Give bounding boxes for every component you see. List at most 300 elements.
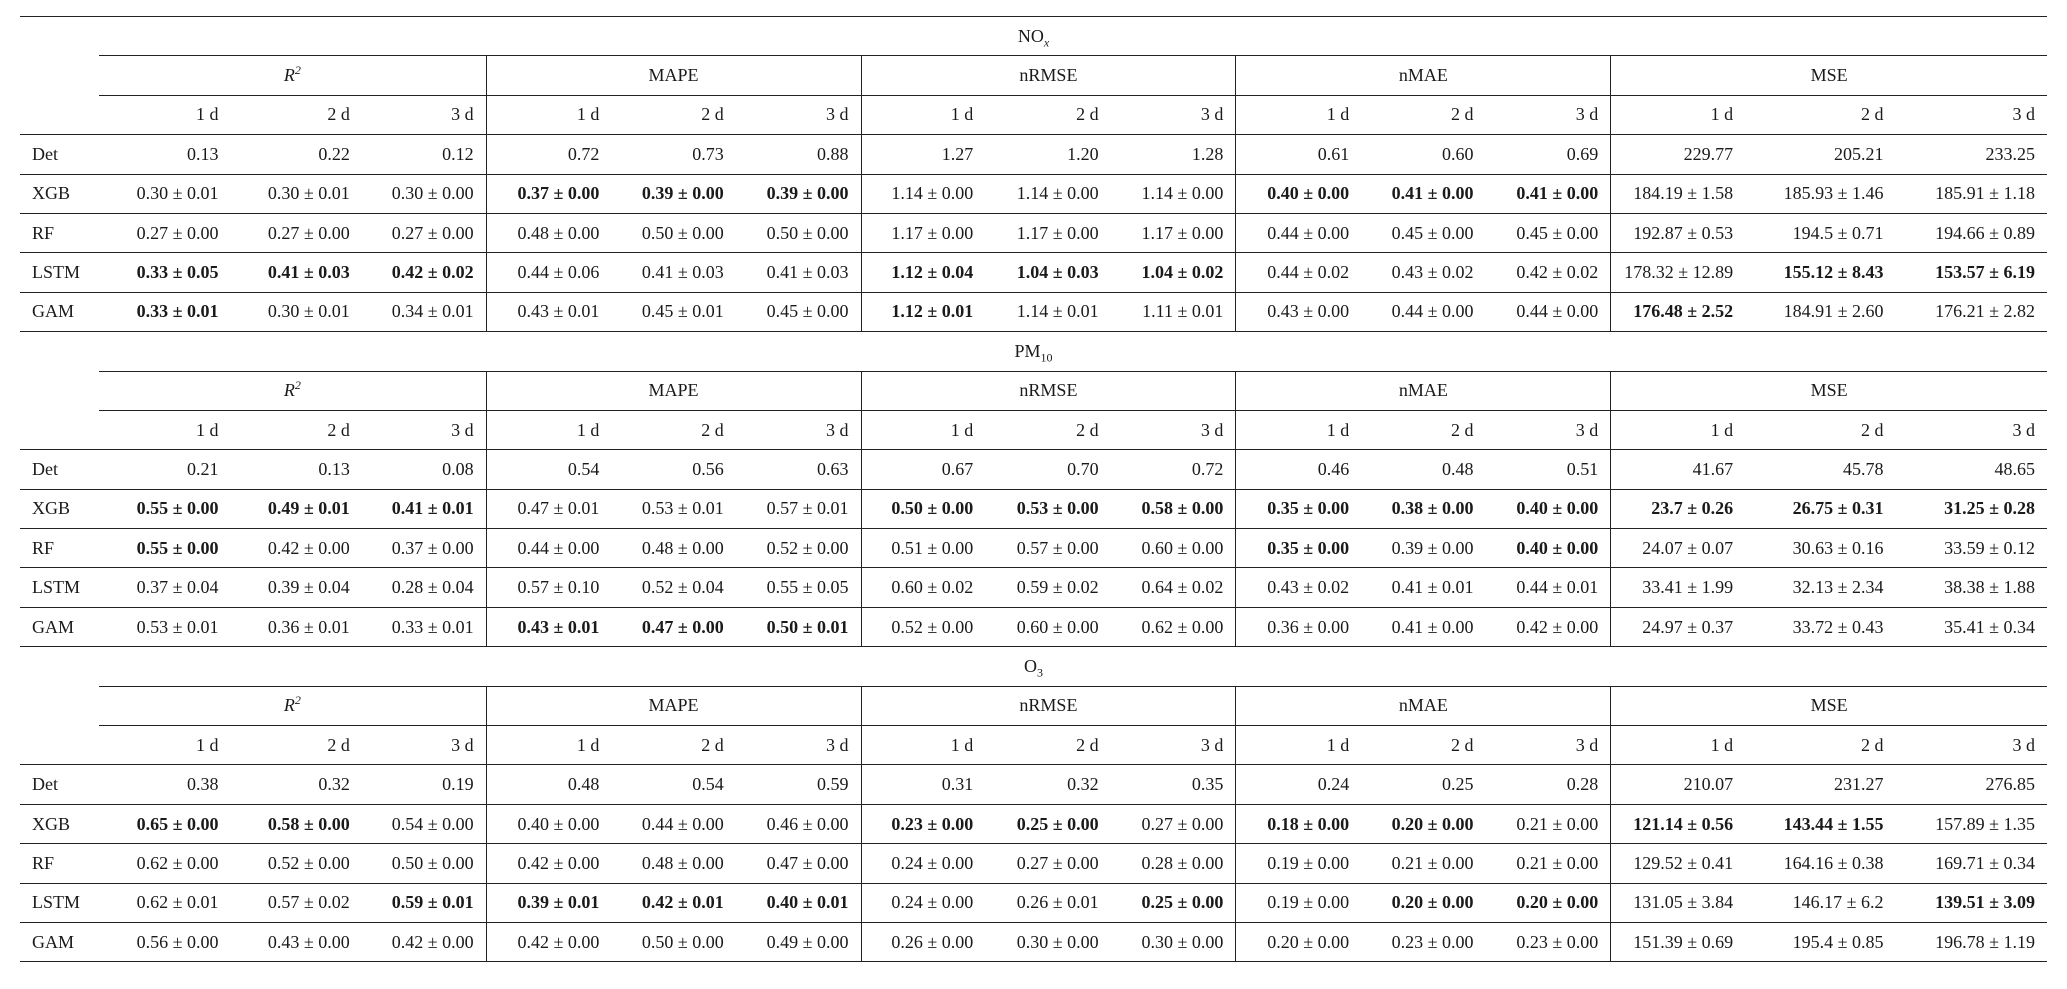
table-cell xyxy=(861,844,985,883)
cell-value: 184.91 ± 2.60 xyxy=(1783,301,1884,322)
cell-value: 0.21 ± 0.00 xyxy=(1516,852,1599,873)
pollutant-name: NO xyxy=(1017,25,1044,46)
cell-value: 0.28 ± 0.04 xyxy=(391,577,474,598)
cell-value: 0.63 xyxy=(817,458,849,479)
table-cell xyxy=(1485,568,1610,607)
table-cell xyxy=(736,174,861,213)
cell-value: 0.40 ± 0.00 xyxy=(1516,498,1599,519)
cell-value: 0.30 ± 0.01 xyxy=(136,183,219,204)
cell-value: 143.44 ± 1.55 xyxy=(1783,813,1884,834)
cell-value: 0.42 ± 0.00 xyxy=(517,852,600,873)
table-cell xyxy=(362,883,486,922)
table-cell xyxy=(99,450,230,489)
cell-value: 0.23 ± 0.00 xyxy=(1391,931,1474,952)
model-name: LSTM xyxy=(20,253,99,292)
horizon-label: 2 d xyxy=(1745,726,1895,765)
table-cell xyxy=(861,213,985,252)
model-name: LSTM xyxy=(20,883,99,922)
cell-value: 1.28 xyxy=(1191,143,1224,164)
cell-value: 0.50 ± 0.00 xyxy=(891,498,974,519)
cell-value: 0.46 ± 0.00 xyxy=(766,813,849,834)
cell-value: 0.41 ± 0.01 xyxy=(391,498,474,519)
table-cell xyxy=(1745,450,1895,489)
table-cell xyxy=(1611,174,1745,213)
table-cell xyxy=(231,804,362,843)
cell-value: 0.34 ± 0.01 xyxy=(391,301,474,322)
horizon-label: 1 d xyxy=(99,726,230,765)
cell-value: 146.17 ± 6.2 xyxy=(1792,892,1884,913)
table-cell xyxy=(985,568,1110,607)
table-cell xyxy=(1611,213,1745,252)
cell-value: 0.58 ± 0.00 xyxy=(267,813,350,834)
cell-value: 24.07 ± 0.07 xyxy=(1642,537,1734,558)
cell-value: 121.14 ± 0.56 xyxy=(1633,813,1734,834)
table-row xyxy=(20,607,2047,646)
table-cell xyxy=(1611,489,1745,528)
cell-value: 0.48 ± 0.00 xyxy=(641,537,724,558)
cell-value: 0.13 xyxy=(187,143,219,164)
r-squared-exponent: 2 xyxy=(294,693,301,708)
cell-value: 23.7 ± 0.26 xyxy=(1651,498,1734,519)
cell-value: 0.50 ± 0.00 xyxy=(766,222,849,243)
table-cell xyxy=(611,174,735,213)
table-cell xyxy=(1745,568,1895,607)
pollutant-subscript: 10 xyxy=(1040,350,1053,365)
table-cell xyxy=(985,174,1110,213)
table-cell xyxy=(1895,607,2047,646)
table-cell xyxy=(1361,450,1485,489)
cell-value: 0.64 ± 0.02 xyxy=(1141,577,1224,598)
cell-value: 0.26 ± 0.01 xyxy=(1016,892,1099,913)
cell-value: 0.58 ± 0.00 xyxy=(1141,498,1224,519)
cell-value: 30.63 ± 0.16 xyxy=(1792,537,1884,558)
horizon-label: 3 d xyxy=(1895,95,2047,134)
table-cell xyxy=(736,765,861,804)
table-cell xyxy=(362,213,486,252)
table-cell xyxy=(861,174,985,213)
table-cell xyxy=(611,607,735,646)
cell-value: 0.20 ± 0.00 xyxy=(1267,931,1350,952)
cell-value: 0.33 ± 0.01 xyxy=(136,301,219,322)
cell-value: 164.16 ± 0.38 xyxy=(1783,852,1884,873)
table-cell xyxy=(1485,765,1610,804)
cell-value: 0.62 ± 0.00 xyxy=(1141,616,1224,637)
r-squared-symbol: $R^2$ xyxy=(283,378,301,401)
cell-value: 0.40 ± 0.00 xyxy=(1516,537,1599,558)
table-cell xyxy=(1745,883,1895,922)
table-cell xyxy=(99,922,230,961)
model-name: RF xyxy=(20,529,99,568)
cell-value: 178.32 ± 12.89 xyxy=(1624,262,1734,283)
table-cell xyxy=(99,883,230,922)
horizon-label: 2 d xyxy=(231,726,362,765)
cell-value: 0.39 ± 0.00 xyxy=(1391,537,1474,558)
table-cell xyxy=(1361,568,1485,607)
table-cell xyxy=(1895,883,2047,922)
horizon-label: 3 d xyxy=(736,95,861,134)
cell-value: 0.35 ± 0.00 xyxy=(1267,537,1350,558)
cell-value: 0.51 xyxy=(1566,458,1599,479)
r-squared-exponent: 2 xyxy=(294,378,301,393)
metric-header-nmae: nMAE xyxy=(1236,686,1611,725)
cell-value: 0.21 xyxy=(187,458,219,479)
table-cell xyxy=(736,135,861,174)
cell-value: 0.43 ± 0.02 xyxy=(1267,577,1350,598)
metric-header-mape: MAPE xyxy=(486,371,861,410)
table-cell xyxy=(486,883,611,922)
table-cell xyxy=(1236,804,1361,843)
table-cell xyxy=(1745,174,1895,213)
horizon-label: 2 d xyxy=(231,95,362,134)
horizon-label: 2 d xyxy=(985,726,1110,765)
table-cell xyxy=(861,253,985,292)
table-cell xyxy=(1895,765,2047,804)
table-cell xyxy=(985,765,1110,804)
table-cell xyxy=(231,568,362,607)
table-cell xyxy=(985,135,1110,174)
cell-value: 0.45 ± 0.00 xyxy=(766,301,849,322)
horizon-label: 1 d xyxy=(1236,726,1361,765)
table-cell xyxy=(1236,844,1361,883)
table-cell xyxy=(861,292,985,331)
cell-value: 0.28 xyxy=(1566,774,1599,795)
metric-header-r2 xyxy=(99,56,486,95)
table-cell xyxy=(1485,844,1610,883)
table-cell xyxy=(362,529,486,568)
cell-value: 0.54 xyxy=(567,458,600,479)
table-cell xyxy=(736,883,861,922)
table-cell xyxy=(736,607,861,646)
horizon-label: 2 d xyxy=(611,726,735,765)
cell-value: 0.48 xyxy=(1441,458,1474,479)
horizon-label: 1 d xyxy=(99,95,230,134)
cell-value: 0.50 ± 0.00 xyxy=(641,931,724,952)
cell-value: 1.11 ± 0.01 xyxy=(1142,301,1224,322)
table-cell xyxy=(1111,765,1236,804)
cell-value: 0.27 ± 0.00 xyxy=(391,222,474,243)
table-cell xyxy=(861,765,985,804)
table-cell xyxy=(1611,253,1745,292)
table-cell xyxy=(861,489,985,528)
cell-value: 0.42 ± 0.00 xyxy=(1516,616,1599,637)
table-cell xyxy=(1111,135,1236,174)
cell-value: 0.27 ± 0.00 xyxy=(1016,852,1099,873)
cell-value: 0.59 ± 0.02 xyxy=(1016,577,1099,598)
cell-value: 0.45 ± 0.00 xyxy=(1391,222,1474,243)
cell-value: 0.72 xyxy=(567,143,600,164)
table-cell xyxy=(1361,844,1485,883)
pollutant-name: O xyxy=(1024,655,1037,676)
cell-value: 0.20 ± 0.00 xyxy=(1391,813,1474,834)
cell-value: 0.25 xyxy=(1441,774,1474,795)
results-table xyxy=(20,16,2047,962)
cell-value: 1.12 ± 0.04 xyxy=(891,262,974,283)
horizon-label: 1 d xyxy=(486,95,611,134)
table-cell xyxy=(736,922,861,961)
table-cell xyxy=(362,922,486,961)
table-row xyxy=(20,174,2047,213)
cell-value: 0.40 ± 0.00 xyxy=(1267,183,1350,204)
cell-value: 0.46 xyxy=(1317,458,1350,479)
table-cell xyxy=(1745,765,1895,804)
cell-value: 0.21 ± 0.00 xyxy=(1391,852,1474,873)
cell-value: 0.24 ± 0.00 xyxy=(891,852,974,873)
model-name: XGB xyxy=(20,804,99,843)
cell-value: 0.43 ± 0.01 xyxy=(517,301,600,322)
table-cell xyxy=(486,253,611,292)
horizon-label: 3 d xyxy=(362,726,486,765)
cell-value: 0.42 ± 0.02 xyxy=(1516,262,1599,283)
cell-value: 0.40 ± 0.00 xyxy=(517,813,600,834)
table-row xyxy=(20,804,2047,843)
cell-value: 1.14 ± 0.00 xyxy=(891,183,974,204)
table-row xyxy=(20,489,2047,528)
horizon-label: 3 d xyxy=(1111,726,1236,765)
cell-value: 0.55 ± 0.00 xyxy=(136,537,219,558)
table-cell xyxy=(231,135,362,174)
cell-value: 0.41 ± 0.00 xyxy=(1391,616,1474,637)
cell-value: 139.51 ± 3.09 xyxy=(1935,892,2035,913)
table-cell xyxy=(985,922,1110,961)
table-cell xyxy=(362,804,486,843)
cell-value: 0.57 ± 0.01 xyxy=(766,498,849,519)
horizon-label: 2 d xyxy=(1745,410,1895,449)
table-cell xyxy=(231,450,362,489)
horizon-label: 2 d xyxy=(1745,95,1895,134)
cell-value: 48.65 xyxy=(1994,458,2035,479)
cell-value: 0.52 ± 0.00 xyxy=(267,852,350,873)
table-cell xyxy=(231,213,362,252)
table-cell xyxy=(486,292,611,331)
cell-value: 0.19 ± 0.00 xyxy=(1267,892,1350,913)
table-cell xyxy=(1895,253,2047,292)
model-name: Det xyxy=(20,450,99,489)
cell-value: 0.47 ± 0.00 xyxy=(766,852,849,873)
cell-value: 0.43 ± 0.01 xyxy=(517,616,600,637)
cell-value: 0.25 ± 0.00 xyxy=(1141,892,1224,913)
table-cell xyxy=(1236,292,1361,331)
cell-value: 0.62 ± 0.01 xyxy=(136,892,219,913)
table-cell xyxy=(1611,568,1745,607)
cell-value: 0.24 ± 0.00 xyxy=(891,892,974,913)
table-cell xyxy=(611,253,735,292)
cell-value: 129.52 ± 0.41 xyxy=(1633,852,1734,873)
horizon-label: 1 d xyxy=(486,410,611,449)
corner-cell xyxy=(20,726,99,765)
table-cell xyxy=(861,529,985,568)
table-cell xyxy=(1745,529,1895,568)
table-cell xyxy=(362,844,486,883)
model-name: GAM xyxy=(20,922,99,961)
cell-value: 0.57 ± 0.02 xyxy=(267,892,350,913)
table-cell xyxy=(486,804,611,843)
cell-value: 0.36 ± 0.01 xyxy=(267,616,350,637)
table-cell xyxy=(99,292,230,331)
table-row xyxy=(20,883,2047,922)
table-cell xyxy=(99,765,230,804)
table-cell xyxy=(611,489,735,528)
horizon-label: 2 d xyxy=(985,410,1110,449)
table-cell xyxy=(231,883,362,922)
table-cell xyxy=(99,607,230,646)
model-name: Det xyxy=(20,135,99,174)
table-cell xyxy=(1485,489,1610,528)
cell-value: 0.27 ± 0.00 xyxy=(267,222,350,243)
table-cell xyxy=(1111,607,1236,646)
cell-value: 0.41 ± 0.03 xyxy=(267,262,350,283)
cell-value: 0.61 xyxy=(1317,143,1350,164)
table-cell xyxy=(486,607,611,646)
table-cell xyxy=(1485,213,1610,252)
table-cell xyxy=(1236,883,1361,922)
table-cell xyxy=(611,765,735,804)
horizon-label: 1 d xyxy=(861,726,985,765)
cell-value: 1.12 ± 0.01 xyxy=(891,301,974,322)
cell-value: 0.30 ± 0.00 xyxy=(1141,931,1224,952)
table-cell xyxy=(611,883,735,922)
table-cell xyxy=(985,213,1110,252)
model-name: GAM xyxy=(20,292,99,331)
table-cell xyxy=(486,844,611,883)
cell-value: 0.23 ± 0.00 xyxy=(1516,931,1599,952)
metric-header-row xyxy=(20,56,2047,95)
cell-value: 0.38 ± 0.00 xyxy=(1391,498,1474,519)
corner-cell xyxy=(20,56,99,95)
table-cell xyxy=(1611,607,1745,646)
horizon-label: 1 d xyxy=(1611,95,1745,134)
metric-header-row xyxy=(20,371,2047,410)
cell-value: 26.75 ± 0.31 xyxy=(1792,498,1884,519)
table-cell xyxy=(1361,253,1485,292)
cell-value: 0.48 ± 0.00 xyxy=(641,852,724,873)
cell-value: 0.44 ± 0.00 xyxy=(517,537,600,558)
table-cell xyxy=(1111,253,1236,292)
cell-value: 38.38 ± 1.88 xyxy=(1944,577,2035,598)
table-cell xyxy=(985,804,1110,843)
cell-value: 0.55 ± 0.05 xyxy=(766,577,849,598)
cell-value: 0.18 ± 0.00 xyxy=(1267,813,1350,834)
table-cell xyxy=(1895,804,2047,843)
cell-value: 276.85 xyxy=(1985,774,2035,795)
table-cell xyxy=(736,450,861,489)
cell-value: 0.54 xyxy=(692,774,724,795)
table-cell xyxy=(1611,765,1745,804)
cell-value: 0.54 ± 0.00 xyxy=(391,813,474,834)
cell-value: 0.41 ± 0.03 xyxy=(766,262,849,283)
table-cell xyxy=(985,450,1110,489)
cell-value: 195.4 ± 0.85 xyxy=(1792,931,1884,952)
table-cell xyxy=(362,489,486,528)
metric-header-mape: MAPE xyxy=(486,56,861,95)
table-cell xyxy=(1485,804,1610,843)
table-cell xyxy=(1895,844,2047,883)
horizon-label: 3 d xyxy=(1485,410,1610,449)
table-cell xyxy=(611,844,735,883)
model-name: XGB xyxy=(20,174,99,213)
table-cell xyxy=(985,883,1110,922)
cell-value: 0.43 ± 0.02 xyxy=(1391,262,1474,283)
cell-value: 33.59 ± 0.12 xyxy=(1944,537,2035,558)
cell-value: 0.19 xyxy=(442,774,474,795)
cell-value: 0.41 ± 0.00 xyxy=(1516,183,1599,204)
table-cell xyxy=(1361,135,1485,174)
table-cell xyxy=(611,135,735,174)
table-cell xyxy=(1745,804,1895,843)
horizon-header-row xyxy=(20,95,2047,134)
metric-header-nrmse: nRMSE xyxy=(861,686,1236,725)
horizon-label: 1 d xyxy=(99,410,230,449)
cell-value: 0.33 ± 0.01 xyxy=(391,616,474,637)
table-cell xyxy=(362,253,486,292)
cell-value: 1.17 ± 0.00 xyxy=(891,222,974,243)
table-cell xyxy=(1485,253,1610,292)
cell-value: 0.51 ± 0.00 xyxy=(891,537,974,558)
cell-value: 157.89 ± 1.35 xyxy=(1935,813,2035,834)
table-cell xyxy=(1111,529,1236,568)
metric-header-r2 xyxy=(99,686,486,725)
horizon-label: 3 d xyxy=(736,726,861,765)
cell-value: 0.52 ± 0.00 xyxy=(766,537,849,558)
table-cell xyxy=(1611,450,1745,489)
corner-cell xyxy=(20,686,99,725)
cell-value: 0.59 xyxy=(817,774,849,795)
table-cell xyxy=(362,174,486,213)
pollutant-title-row xyxy=(20,647,2047,686)
table-cell xyxy=(1361,607,1485,646)
table-cell xyxy=(1361,883,1485,922)
pollutant-title-row xyxy=(20,332,2047,371)
table-cell xyxy=(1611,135,1745,174)
cell-value: 41.67 xyxy=(1692,458,1734,479)
table-cell xyxy=(1236,174,1361,213)
cell-value: 0.44 ± 0.06 xyxy=(517,262,600,283)
table-cell xyxy=(231,253,362,292)
cell-value: 0.41 ± 0.01 xyxy=(1391,577,1474,598)
table-cell xyxy=(1485,607,1610,646)
cell-value: 0.44 ± 0.00 xyxy=(1267,222,1350,243)
cell-value: 1.14 ± 0.00 xyxy=(1016,183,1099,204)
table-cell xyxy=(486,529,611,568)
cell-value: 31.25 ± 0.28 xyxy=(1944,498,2035,519)
cell-value: 192.87 ± 0.53 xyxy=(1633,222,1734,243)
cell-value: 0.47 ± 0.00 xyxy=(641,616,724,637)
table-cell xyxy=(1361,922,1485,961)
table-cell xyxy=(1236,489,1361,528)
pollutant-title xyxy=(20,17,2047,56)
cell-value: 0.48 xyxy=(567,774,600,795)
cell-value: 0.42 ± 0.00 xyxy=(391,931,474,952)
table-cell xyxy=(611,529,735,568)
table-cell xyxy=(736,292,861,331)
cell-value: 0.60 ± 0.00 xyxy=(1016,616,1099,637)
metric-header-mape: MAPE xyxy=(486,686,861,725)
r-squared-symbol: $R^2$ xyxy=(283,693,301,716)
cell-value: 1.20 xyxy=(1067,143,1099,164)
cell-value: 0.42 ± 0.02 xyxy=(391,262,474,283)
cell-value: 176.48 ± 2.52 xyxy=(1633,301,1734,322)
cell-value: 0.43 ± 0.00 xyxy=(267,931,350,952)
corner-cell xyxy=(20,410,99,449)
table-cell xyxy=(99,253,230,292)
table-cell xyxy=(861,804,985,843)
cell-value: 0.88 xyxy=(817,143,849,164)
cell-value: 169.71 ± 0.34 xyxy=(1935,852,2035,873)
cell-value: 0.50 ± 0.00 xyxy=(641,222,724,243)
table-cell xyxy=(861,883,985,922)
table-cell xyxy=(1361,174,1485,213)
cell-value: 0.45 ± 0.01 xyxy=(641,301,724,322)
cell-value: 185.93 ± 1.46 xyxy=(1783,183,1884,204)
